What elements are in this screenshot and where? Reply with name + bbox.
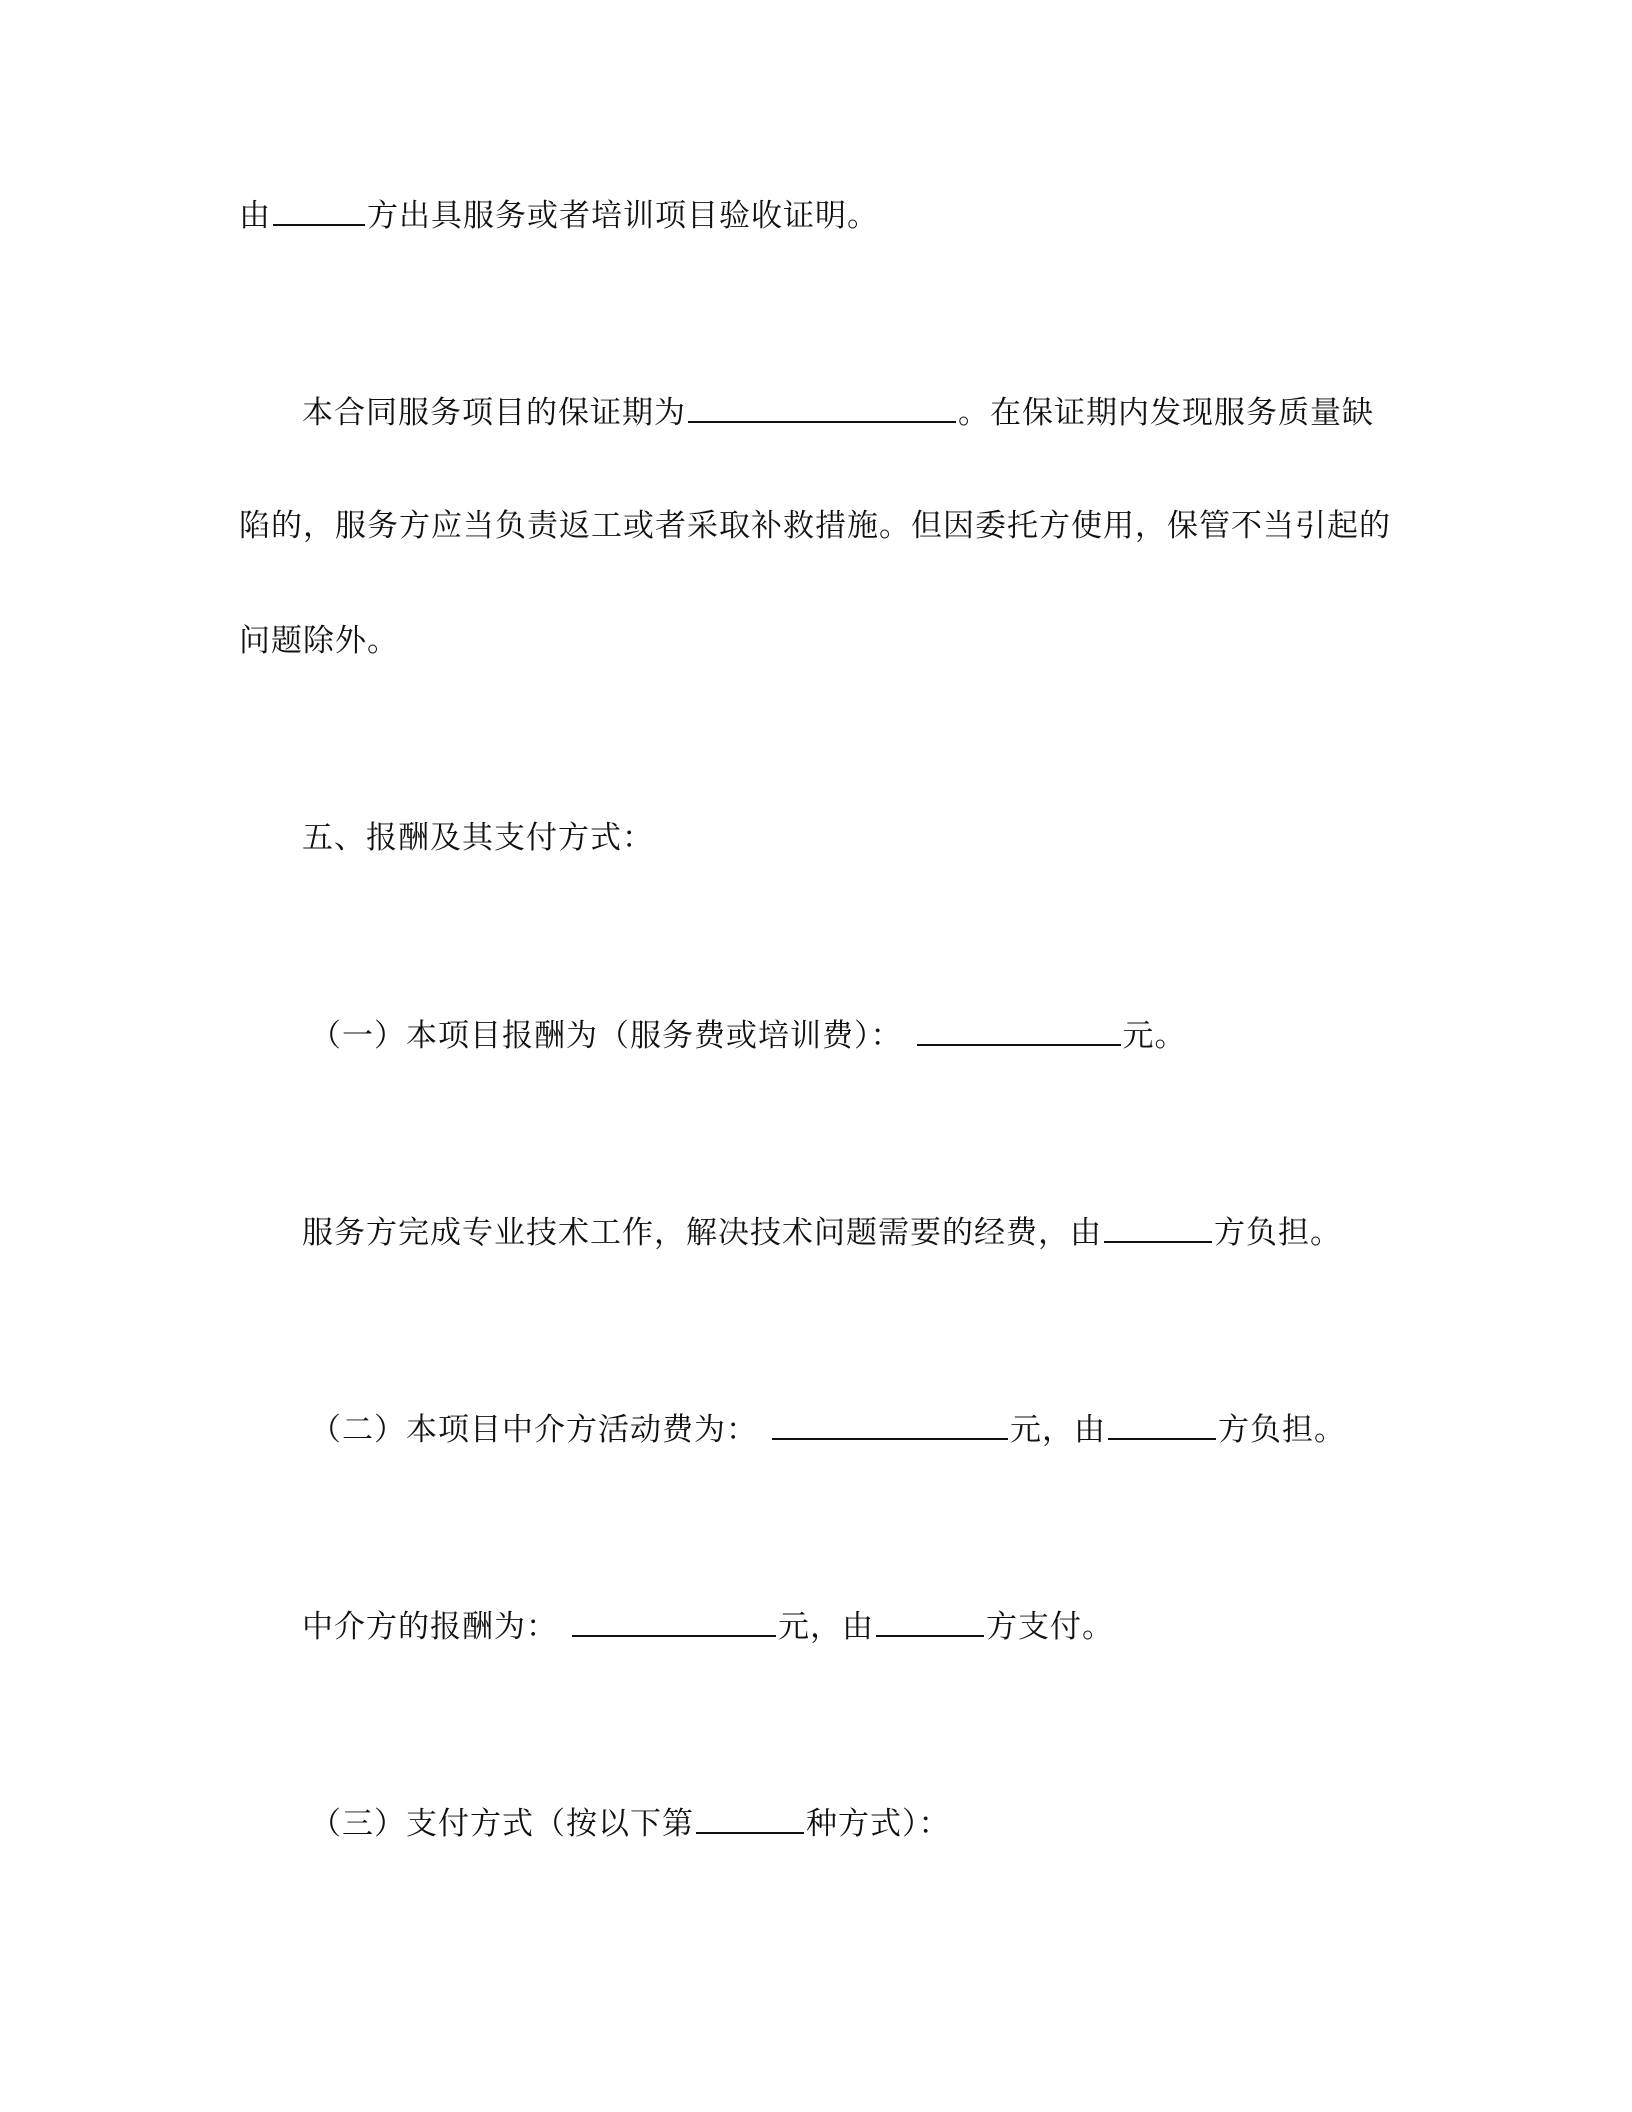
fill-blank bbox=[876, 1605, 984, 1637]
text-segment: （一）本项目报酬为（服务费或培训费）： bbox=[310, 1018, 903, 1054]
fill-blank bbox=[273, 194, 365, 226]
remuneration-line bbox=[310, 1014, 1187, 1056]
text-segment: 元，由 bbox=[1010, 1412, 1106, 1448]
text-segment: 种方式）： bbox=[806, 1806, 951, 1842]
intermediary-fee-line bbox=[310, 1408, 1346, 1450]
text-segment: 方负担。 bbox=[1214, 1215, 1342, 1251]
text-segment: 服务方完成专业技术工作，解决技术问题需要的经费，由 bbox=[302, 1215, 1102, 1251]
text-segment: 问题除外。 bbox=[239, 623, 399, 659]
text-segment: 本合同服务项目的保证期为 bbox=[302, 395, 686, 431]
text-segment: 方支付。 bbox=[986, 1609, 1114, 1645]
text-segment: 由 bbox=[239, 198, 271, 234]
warranty-line-1 bbox=[302, 391, 1374, 433]
warranty-line-2 bbox=[239, 506, 1391, 546]
text-segment: 元，由 bbox=[778, 1609, 874, 1645]
text-segment: 方出具服务或者培训项目验收证明。 bbox=[367, 198, 879, 234]
section-heading bbox=[302, 818, 654, 858]
acceptance-certificate-line bbox=[239, 194, 879, 236]
text-segment: 陷的，服务方应当负责返工或者采取补救措施。但因委托方使用，保管不当引起的 bbox=[239, 508, 1391, 544]
fill-blank bbox=[688, 391, 956, 423]
warranty-line-3 bbox=[239, 621, 399, 661]
text-segment: 方负担。 bbox=[1218, 1412, 1346, 1448]
text-segment: 中介方的报酬为： bbox=[302, 1609, 558, 1645]
text-segment: 五、报酬及其支付方式： bbox=[302, 820, 654, 856]
payment-method-line bbox=[310, 1802, 951, 1844]
fill-blank bbox=[1104, 1211, 1212, 1243]
fill-blank bbox=[772, 1408, 1008, 1440]
text-segment: （二）本项目中介方活动费为： bbox=[310, 1412, 758, 1448]
intermediary-remuneration-line bbox=[302, 1605, 1114, 1647]
text-segment: （三）支付方式（按以下第 bbox=[310, 1806, 694, 1842]
fill-blank bbox=[1108, 1408, 1216, 1440]
technical-expense-line bbox=[302, 1211, 1342, 1253]
fill-blank bbox=[696, 1802, 804, 1834]
text-segment: 元。 bbox=[1122, 1018, 1187, 1054]
fill-blank bbox=[572, 1605, 776, 1637]
text-segment: 。在保证期内发现服务质量缺 bbox=[958, 395, 1374, 431]
fill-blank bbox=[917, 1014, 1121, 1046]
